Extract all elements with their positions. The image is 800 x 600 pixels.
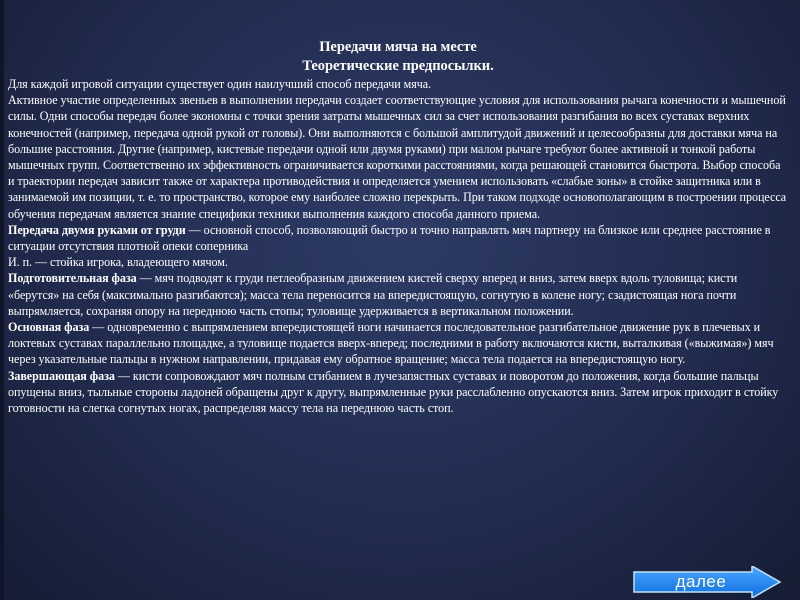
title-line-2: Теоретические предпосылки. (302, 58, 494, 74)
final-phase-term: Завершающая фаза (8, 368, 115, 383)
main-phase-paragraph (8, 319, 788, 368)
start-position-paragraph: И. п. — стойка игрока, владеющего мячом. (8, 255, 228, 270)
next-button-label: далее (675, 572, 727, 591)
main-phase-term: Основная фаза (8, 320, 90, 335)
slide-content (8, 38, 788, 416)
slide-title (8, 38, 788, 76)
title-line-1: Передачи мяча на месте (319, 39, 477, 55)
theory-paragraph: Активное участие определенных звеньев в выполнении передачи создает соответствующие условия для использования рычага конечности и мышечной силы. Одни способы передач более экономны с точки зрения затраты мышечных сил за счет использования разгибания во всех суставах верхних конечностей (например, передача одной рукой от головы). Они выполняются с большой амплитудой движений и целесообразны для доставки мяча на большие расстояния. Другие (например, кистевые передачи одной или двумя руками) при малом рычаге требуют более активной и тонкой работы мышечных групп. Соответственно их эффективность ограничивается короткими расстояниями, когда решающей становится быстрота. Выбор способа и траектории передач зависит также от характера противодействия и определяется умением использовать «слабые зоны» в стойке защитника или в занимаемой им позиции, т. е. то пространство, которое ему наиболее сложно перекрыть. При таком подходе основополагающим в построении процесса обучения передачам является знание специфики техники выполнения каждого способа данного приема. (8, 93, 787, 221)
preparatory-phase-term: Подготовительная фаза (8, 271, 137, 286)
next-button[interactable] (632, 566, 782, 598)
chest-pass-paragraph (8, 222, 788, 254)
slide-left-border (0, 0, 4, 600)
preparatory-phase-paragraph (8, 270, 788, 319)
chest-pass-term: Передача двумя руками от груди (8, 222, 186, 237)
final-phase-text: — кисти сопровождают мяч полным сгибанием в лучезапястных суставах и поворотом до положения, когда большие пальцы опущены вниз, тыльные стороны ладоней обращены друг к другу, выпрямленные руки расслабленно опускаются вниз. Затем игрок приходит в стойку готовности на слегка согнутых ногах, распределяя массу тела на переднюю часть стоп. (8, 368, 779, 416)
main-phase-text: — одновременно с выпрямлением впередистоящей ноги начинается последовательное разгибательное движение рук в плечевых и локтевых суставах параллельно площадке, а туловище подается вверх-вперед; последними в работу включаются кисти, выталкивая («выжимая») мяч через указательные пальцы в нужном направлении, придавая ему обратное вращение; масса тела подается на впередистоящую ногу. (8, 320, 774, 367)
intro-paragraph: Для каждой игровой ситуации существует один наилучший способ передачи мяча. (8, 77, 432, 91)
preparatory-phase-text: — мяч подводят к груди петлеобразным движением кистей сверху вперед и вниз, затем вверх вдоль туловища; кисти «берутся» на себя (максимально разгибаются); масса тела переносится на впередистоящую, согнутую в колене ногу; сзадистоящая нога почти выпрямляется, сохраняя опору на переднюю часть стопы; туловище удерживается в вертикальном положении. (8, 271, 738, 318)
chest-pass-text: — основной способ, позволяющий быстро и точно направлять мяч партнеру на близкое или среднее расстояние в ситуации отсутствия плотной опеки соперника (8, 222, 771, 254)
final-phase-paragraph (8, 368, 788, 417)
